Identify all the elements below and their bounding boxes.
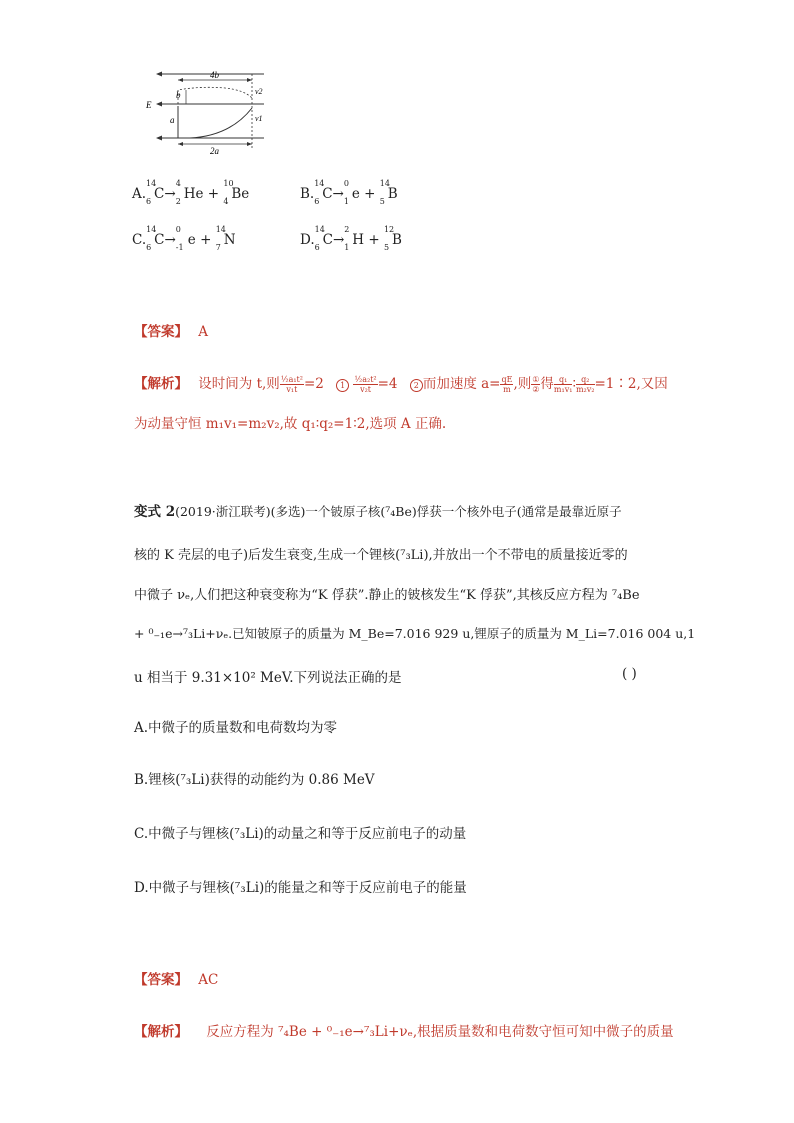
q1-option-a: A. 14 6 C→ 4 2 He + 10 4 Be — [132, 179, 250, 206]
q1-analysis-line2: 为动量守恒 m₁v₁=m₂v₂,故 q₁∶q₂=1∶2,选项 A 正确. — [134, 416, 447, 432]
q2-option-c: C.中微子与锂核(⁷₃Li)的动量之和等于反应前电子的动量 — [134, 826, 467, 842]
q1-option-c: C. 14 6 C→ 0 -1 e + 14 7 N — [132, 225, 236, 252]
q2-option-d: D.中微子与锂核(⁷₃Li)的能量之和等于反应前电子的能量 — [134, 880, 467, 896]
answer-bracket: ( ) — [622, 666, 637, 682]
q1-analysis-line1: 【解析】 设时间为 t,则 $\frac{\text{½a₁t²}}{\text{v₁t}}$ =2 1 $\frac{\text{½a₂t²}}{\text{v₂t}}$ =4 2 而加速度 a= $\frac{qE}{m}$ ,则 $\frac{\text{①}}{\text{②}}$ 得 $\frac{\text{q₁}}{\text{m₁v₁}}$ ∶ $\frac{\text{q₂}}{\text{m₂v₂}}$ =1∶2,又因 — [134, 375, 668, 394]
q2-title: 变式 2 — [134, 504, 176, 520]
label-2a: 2a — [210, 146, 219, 156]
q1-answer — [134, 320, 208, 340]
label-v2: v2 — [255, 87, 263, 96]
q2-line3: 中微子 νₑ,人们把这种衰变称为“K 俘获”.静止的铍核发生“K 俘获”,其核反应方程为 ⁷₄Be — [134, 588, 640, 603]
q2-answer — [134, 968, 218, 988]
analysis-label: 【解析】 — [134, 1024, 188, 1040]
motion-diagram — [140, 66, 270, 156]
label-e: E — [146, 100, 152, 110]
answer-label: 【答案】 — [134, 324, 188, 340]
answer-value: A — [198, 324, 209, 340]
label-v1: v1 — [255, 114, 263, 123]
q1-option-d: D. 14 6 C→ 2 1 H + 12 5 B — [300, 225, 402, 252]
q2-line4: + ⁰₋₁e→⁷₃Li+νₑ.已知铍原子的质量为 M_Be=7.016 929 u,锂原子的质量为 M_Li=7.016 004 u,1 — [134, 626, 696, 641]
q2-analysis — [134, 1020, 674, 1040]
q2-option-a: A.中微子的质量数和电荷数均为零 — [134, 720, 338, 736]
analysis-text: 反应方程为 ⁷₄Be + ⁰₋₁e→⁷₃Li+νₑ,根据质量数和电荷数守恒可知中微子的质量 — [206, 1024, 674, 1040]
label-b: b — [176, 90, 181, 100]
answer-value: AC — [198, 972, 219, 988]
label-a: a — [170, 115, 175, 125]
q2-option-b: B.锂核(⁷₃Li)获得的动能约为 0.86 MeV — [134, 772, 375, 788]
q2-line5: u 相当于 9.31×10² MeV.下列说法正确的是 — [134, 670, 402, 686]
answer-label: 【答案】 — [134, 972, 188, 988]
label-4b: 4b — [210, 70, 219, 80]
q2-line1: 变式 2(2019·浙江联考)(多选)一个铍原子核(⁷₄Be)俘获一个核外电子(通常是最靠近原子 — [134, 504, 622, 520]
q2-line2: 核的 K 壳层的电子)后发生衰变,生成一个锂核(⁷₃Li),并放出一个不带电的质量接近零的 — [134, 548, 628, 563]
q1-option-b: B. 14 6 C→ 0 1 e + 14 5 B — [300, 179, 398, 206]
